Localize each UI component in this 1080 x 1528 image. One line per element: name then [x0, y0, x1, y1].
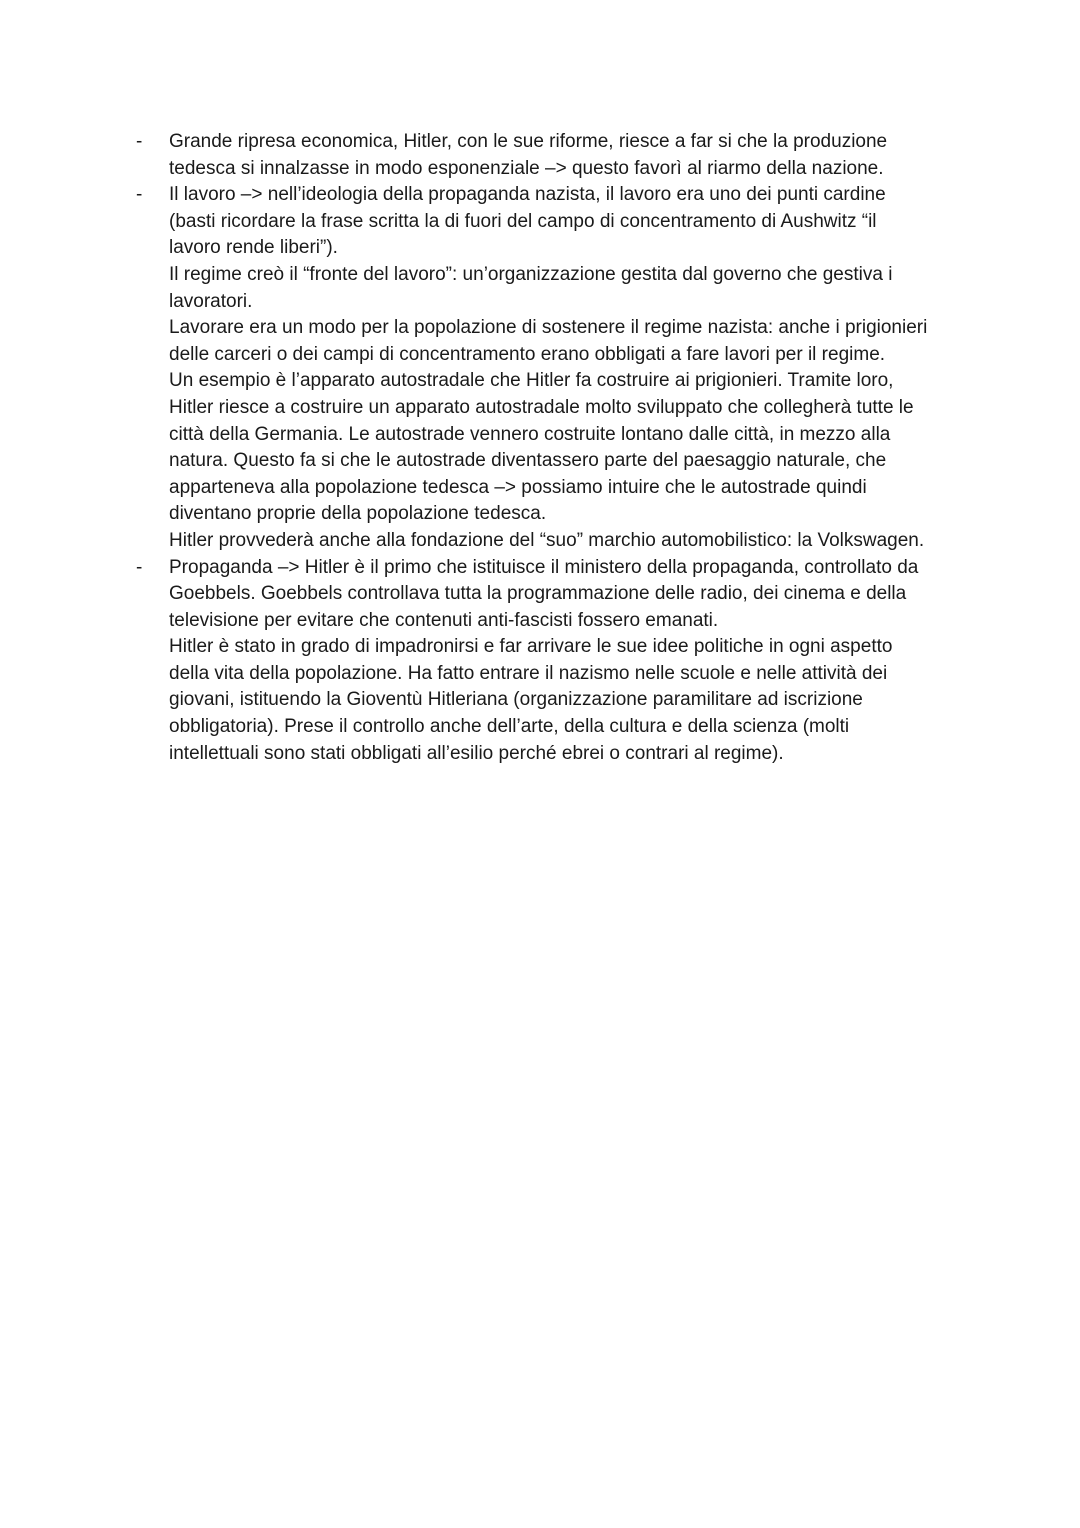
list-item-propaganda — [130, 555, 990, 768]
bullet-dash: - — [136, 184, 143, 206]
text-line: Un esempio è l’apparato autostradale che Hitler fa costruire ai prigionieri. Tramite loro, — [169, 370, 894, 392]
list-item-work — [130, 182, 990, 554]
paragraph — [169, 555, 990, 635]
text-line: (basti ricordare la frase scritta la di fuori del campo di concentramento di Aushwitz “il — [169, 210, 877, 232]
text-line: Hitler riesce a costruire un apparato autostradale molto sviluppato che collegherà tutte le — [169, 396, 914, 418]
text-line: Goebbels. Goebbels controllava tutta la programmazione delle radio, dei cinema e della — [169, 583, 907, 605]
text-line: tedesca si innalzasse in modo esponenziale –> questo favorì al riarmo della nazione. — [169, 157, 884, 179]
paragraph — [169, 368, 990, 528]
bullet-dash: - — [136, 131, 143, 152]
text-line: lavoro rende liberi”). — [169, 237, 338, 259]
text-line: intellettuali sono stati obbligati all’esilio perché ebrei o contrari al regime). — [169, 742, 784, 764]
text-line: Lavorare era un modo per la popolazione di sostenere il regime nazista: anche i prigionieri — [169, 317, 928, 339]
paragraph — [169, 634, 990, 767]
text-line: apparteneva alla popolazione tedesca –> possiamo intuire che le autostrade quindi — [169, 476, 867, 498]
text-line: Grande ripresa economica, Hitler, con le sue riforme, riesce a far si che la produzione — [169, 131, 888, 152]
text-line: città della Germania. Le autostrade vennero costruite lontano dalle città, in mezzo alla — [169, 423, 891, 445]
text-line: diventano proprie della popolazione tedesca. — [169, 503, 547, 525]
paragraph — [169, 315, 990, 368]
text-line: giovani, istituendo la Gioventù Hitleriana (organizzazione paramilitare ad iscrizione — [169, 689, 863, 711]
text-line: Il lavoro –> nell’ideologia della propaganda nazista, il lavoro era uno dei punti cardine — [169, 184, 886, 206]
paragraph — [169, 262, 990, 315]
text-line: Propaganda –> Hitler è il primo che istituisce il ministero della propaganda, controllato da — [169, 556, 919, 578]
text-line: Hitler è stato in grado di impadronirsi e far arrivare le sue idee politiche in ogni aspetto — [169, 636, 893, 658]
paragraph — [169, 528, 990, 555]
text-line: natura. Questo fa si che le autostrade diventassero parte del paesaggio naturale, che — [169, 450, 887, 472]
bullet-list — [130, 129, 990, 767]
list-item-economic-recovery — [130, 129, 990, 182]
text-line: obbligatoria). Prese il controllo anche dell’arte, della cultura e della scienza (molti — [169, 716, 850, 738]
text-line: Hitler provvederà anche alla fondazione del “suo” marchio automobilistico: la Volkswagen. — [169, 529, 925, 551]
bullet-dash: - — [136, 556, 143, 578]
text-line: della vita della popolazione. Ha fatto entrare il nazismo nelle scuole e nelle attività dei — [169, 662, 888, 684]
text-line: lavoratori. — [169, 290, 253, 312]
paragraph — [169, 129, 990, 182]
text-line: televisione per evitare che contenuti anti-fascisti fossero emanati. — [169, 609, 719, 631]
text-line: delle carceri o dei campi di concentramento erano obbligati a fare lavori per il regime. — [169, 343, 886, 365]
paragraph — [169, 182, 990, 262]
text-line: Il regime creò il “fronte del lavoro”: un’organizzazione gestita dal governo che gestiva i — [169, 263, 893, 285]
